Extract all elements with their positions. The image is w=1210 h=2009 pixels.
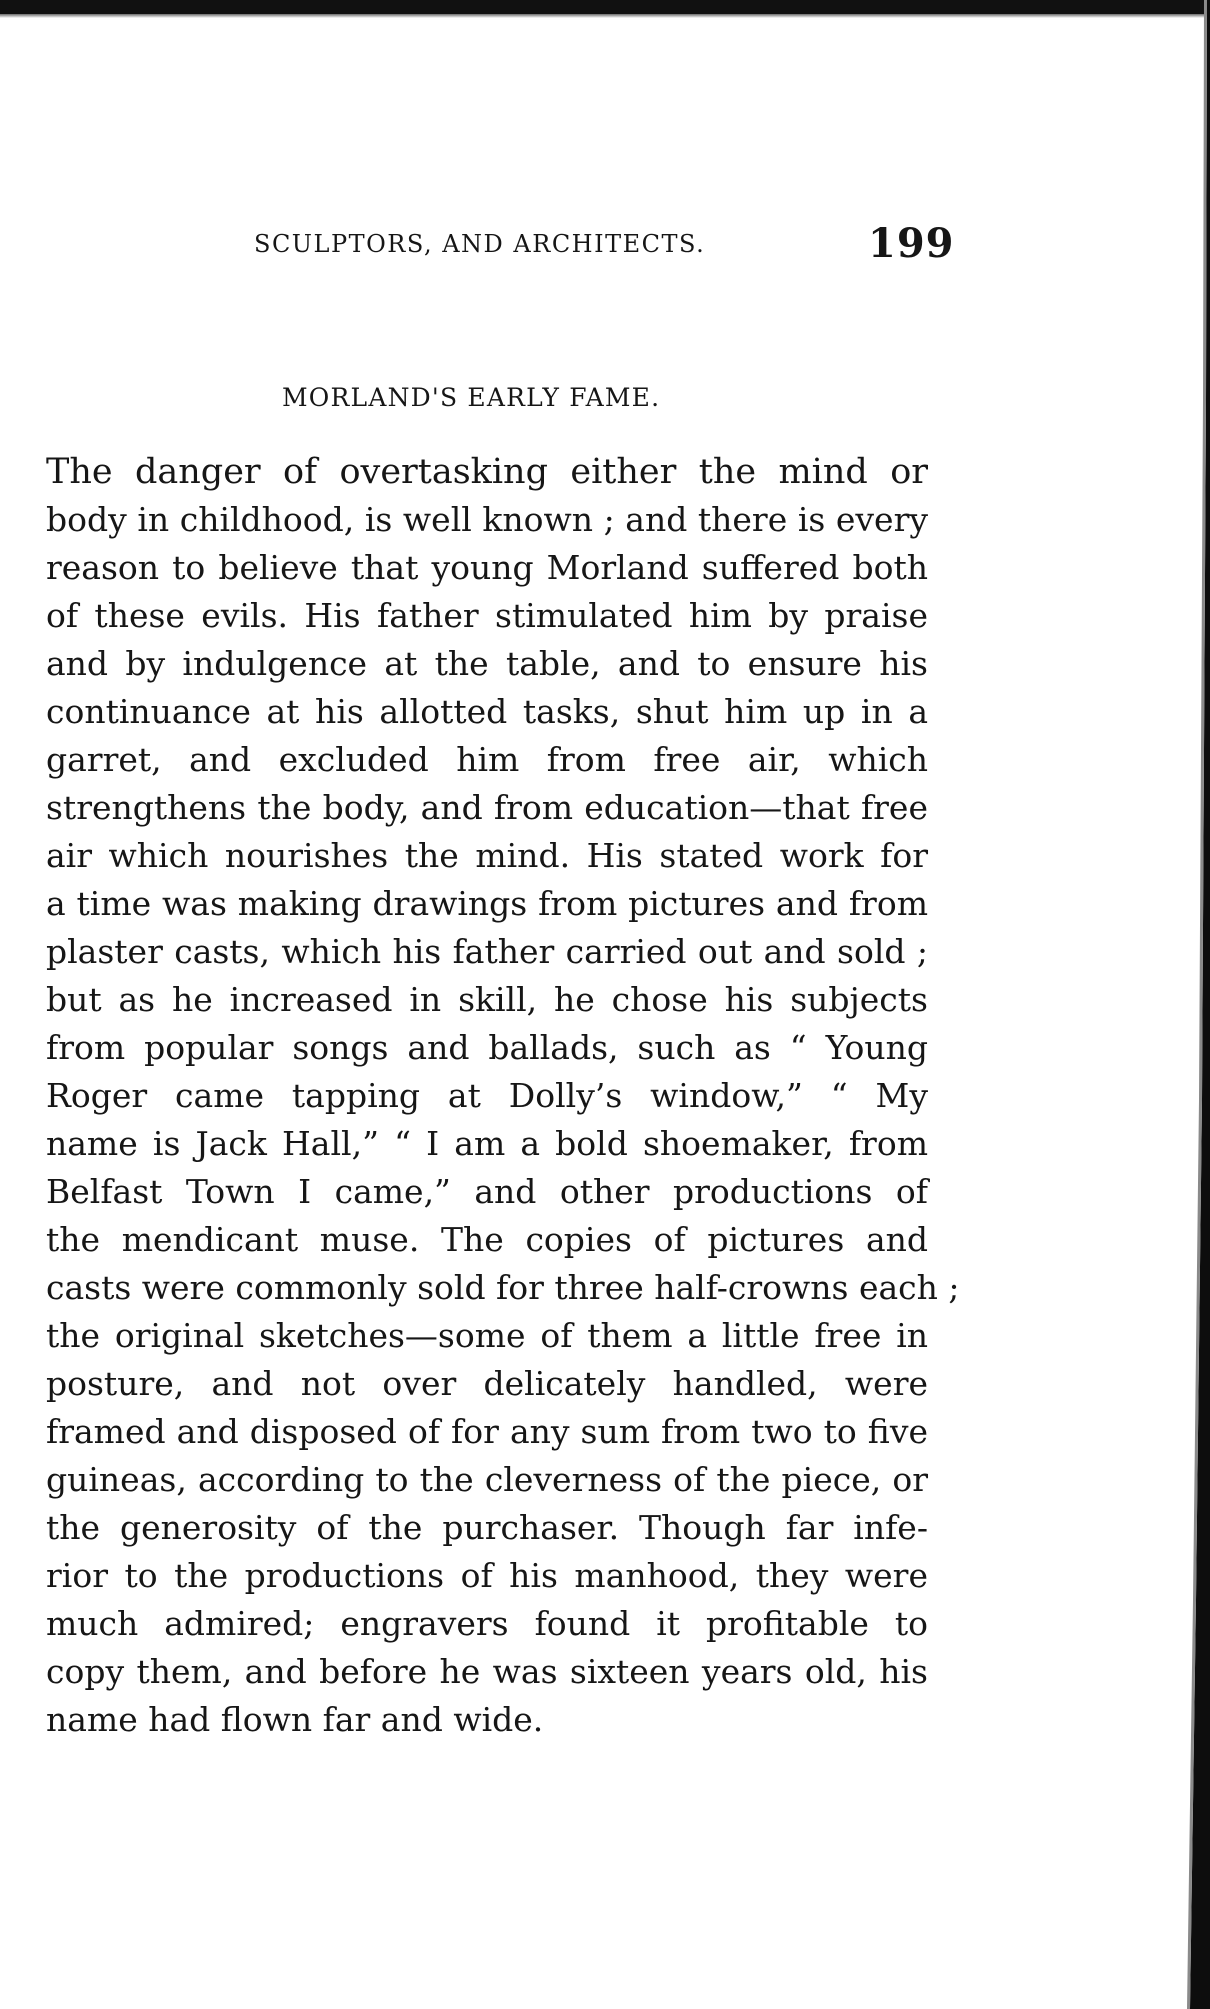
text-line: continuance at his allotted tasks, shut him up in a	[46, 692, 928, 731]
text-line: the original sketches—some of them a little free in	[46, 1316, 928, 1355]
text-line: Roger came tapping at Dolly’s window,” “ My	[46, 1076, 928, 1115]
running-head: SCULPTORS, AND ARCHITECTS.	[254, 230, 706, 258]
page-number: 199	[868, 220, 955, 267]
body-text	[46, 448, 960, 1744]
scan-right-edge	[1178, 0, 1210, 2009]
text-line: name is Jack Hall,” “ I am a bold shoemaker, from	[46, 1124, 928, 1163]
text-line: air which nourishes the mind. His stated work for	[46, 836, 928, 875]
text-line: but as he increased in skill, he chose his subjects	[46, 980, 928, 1019]
text-line: the mendicant muse. The copies of pictures and	[46, 1220, 928, 1259]
section-heading: MORLAND'S EARLY FAME.	[282, 383, 661, 412]
text-line: strengthens the body, and from education—that free	[46, 788, 928, 827]
text-line: the generosity of the purchaser. Though far infe-	[46, 1508, 928, 1547]
text-line: from popular songs and ballads, such as “ Young	[46, 1028, 928, 1067]
text-line: a time was making drawings from pictures and from	[46, 884, 928, 923]
text-line: Belfast Town I came,” and other productions of	[46, 1172, 928, 1211]
text-line: rior to the productions of his manhood, they were	[46, 1556, 928, 1595]
text-line: garret, and excluded him from free air, which	[46, 740, 928, 779]
text-line: and by indulgence at the table, and to ensure his	[46, 644, 928, 683]
scan-top-shadow	[0, 14, 1210, 18]
text-line: name had flown far and wide.	[46, 1700, 544, 1739]
text-line: casts were commonly sold for three half-crowns each ;	[46, 1268, 960, 1307]
text-line: plaster casts, which his father carried out and sold ;	[46, 932, 928, 971]
text-line: body in childhood, is well known ; and there is every	[46, 500, 928, 539]
scan-top-edge	[0, 0, 1210, 14]
text-line: reason to believe that young Morland suffered both	[46, 548, 928, 587]
text-line: guineas, according to the cleverness of the piece, or	[46, 1460, 928, 1499]
text-line: much admired; engravers found it profitable to	[46, 1604, 928, 1643]
text-line: of these evils. His father stimulated him by praise	[46, 596, 928, 635]
text-line: The danger of overtasking either the mind or	[46, 452, 928, 492]
text-line: posture, and not over delicately handled, were	[46, 1364, 928, 1403]
text-line: framed and disposed of for any sum from two to five	[46, 1412, 928, 1451]
text-line: copy them, and before he was sixteen years old, his	[46, 1652, 928, 1691]
